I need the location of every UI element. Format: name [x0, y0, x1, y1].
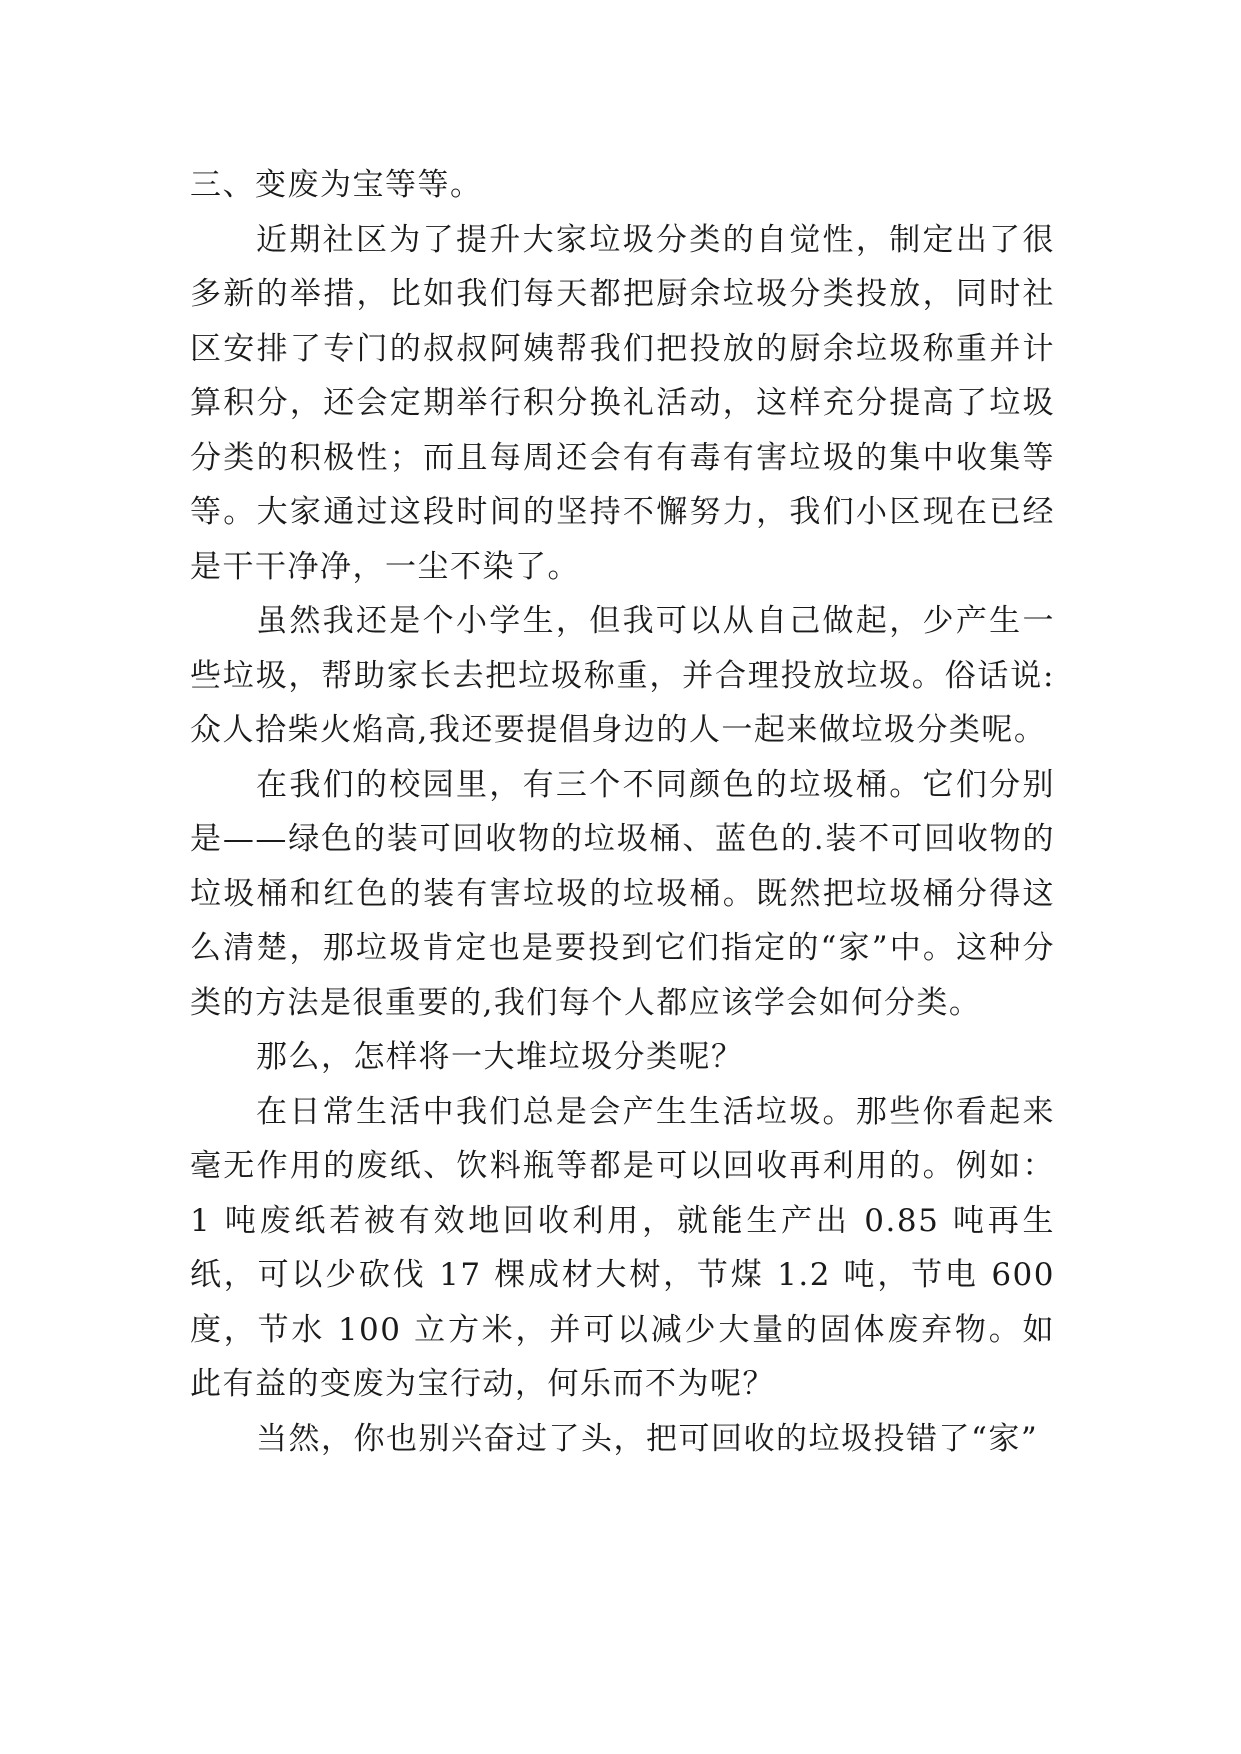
- paragraph-1: 三、变废为宝等等。: [190, 167, 483, 203]
- paragraph-7: 当然，你也别兴奋过了头，把可回收的垃圾投错了“家”: [256, 1420, 1039, 1457]
- paragraph-2: 近期社区为了提升大家垃圾分类的自觉性，制定出了很多新的举措，比如我们每天都把厨余垃圾分类投放，同时社区安排了专门的叔叔阿姨帮我们把投放的厨余垃圾称重并计算积分，还会定期举行积分换礼活动，这样充分提高了垃圾分类的积极性；而且每周还会有有毒有害垃圾的集中收集等等。大家通过这段时间的坚持不懈努力，我们小区现在已经是干干净净，一尘不染了。: [190, 221, 1055, 585]
- paragraph-6: 在日常生活中我们总是会产生生活垃圾。那些你看起来毫无作用的废纸、饮料瓶等都是可以回收再利用的。例如：1 吨废纸若被有效地回收利用，就能生产出 0.85 吨再生纸，可以少砍伐 17 棵成材大树，节煤 1.2 吨，节电 600 度，节水 100 立方米，并可以减少大量的固体废弃物。如此有益的变废为宝行动，何乐而不为呢？: [190, 1093, 1055, 1402]
- document-body: [190, 158, 1055, 1466]
- paragraph-3: 虽然我还是个小学生，但我可以从自己做起，少产生一些垃圾，帮助家长去把垃圾称重，并合理投放垃圾。俗话说:众人拾柴火焰高,我还要提倡身边的人一起来做垃圾分类呢。: [190, 603, 1055, 748]
- paragraph-5: 那么，怎样将一大堆垃圾分类呢？: [256, 1039, 744, 1075]
- paragraph-4: 在我们的校园里，有三个不同颜色的垃圾桶。它们分别是——绿色的装可回收物的垃圾桶、蓝色的.装不可回收物的垃圾桶和红色的装有害垃圾的垃圾桶。既然把垃圾桶分得这么清楚，那垃圾肯定也是要投到它们指定的“家”中。这种分类的方法是很重要的,我们每个人都应该学会如何分类。: [190, 766, 1055, 1021]
